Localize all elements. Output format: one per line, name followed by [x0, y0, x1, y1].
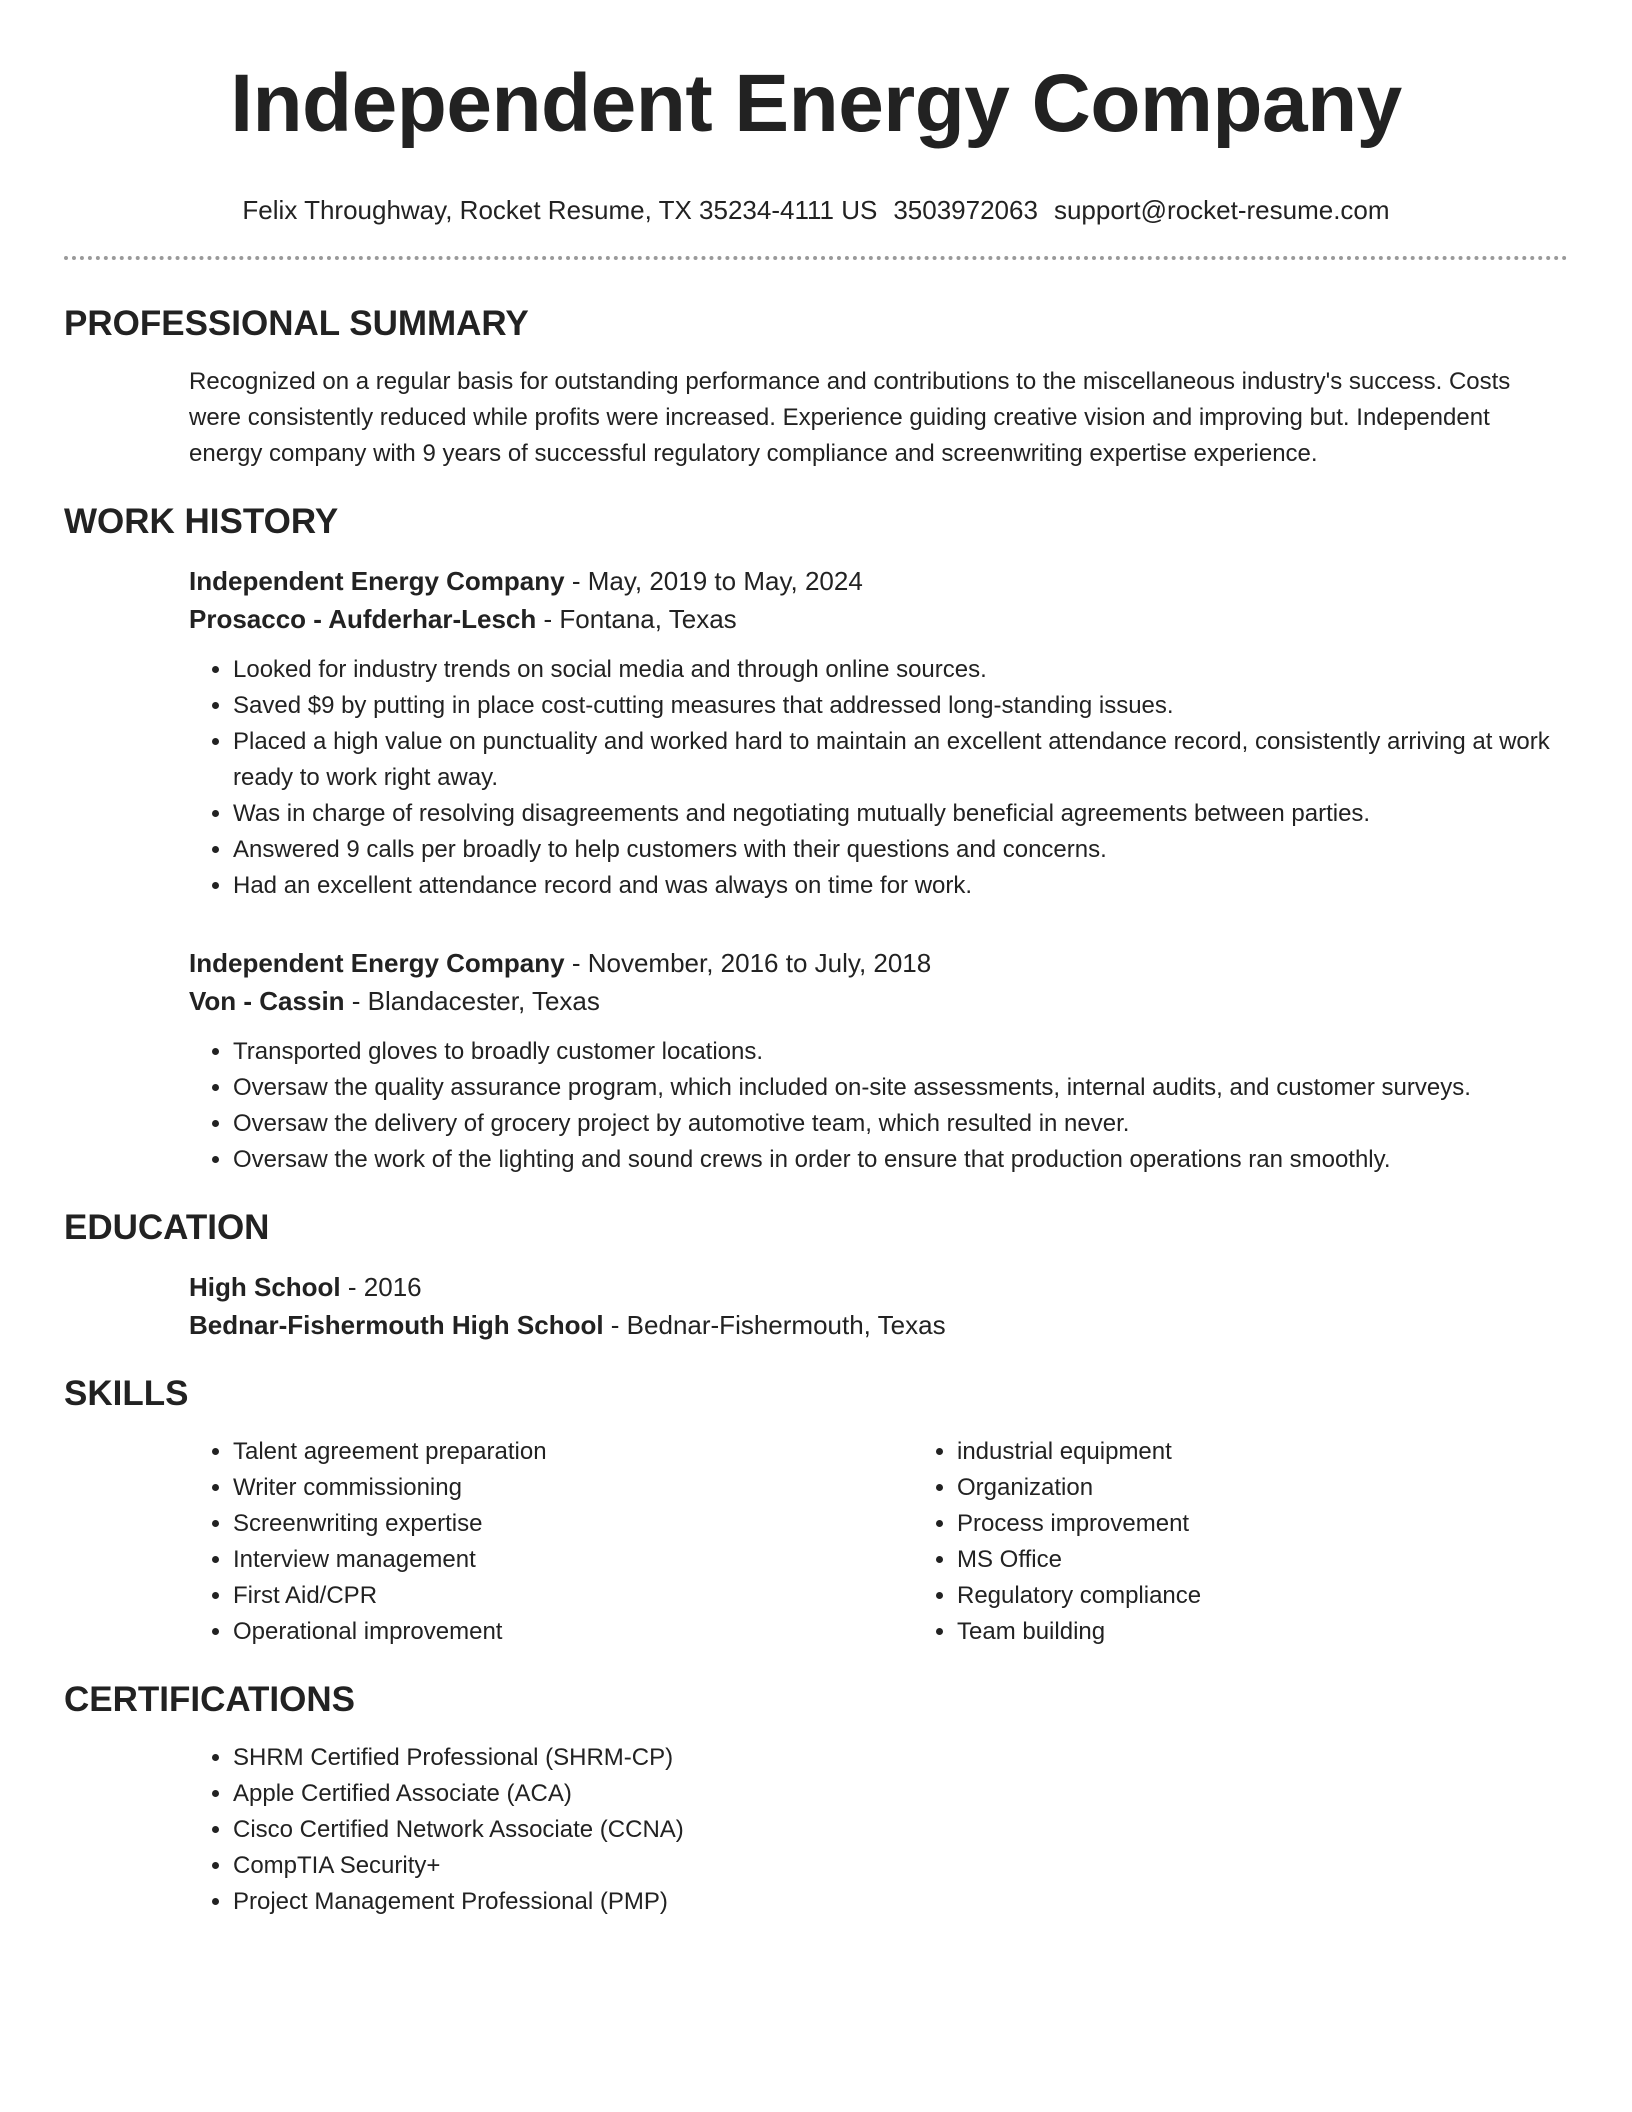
job-company-line	[189, 982, 1568, 1020]
skill-item: • Operational improvement	[233, 1614, 913, 1650]
contact-line	[64, 194, 1568, 226]
skill-item: • Talent agreement preparation	[233, 1434, 913, 1470]
skill-item: • Interview management	[233, 1542, 913, 1578]
job-location: - Blandacester, Texas	[344, 986, 600, 1016]
job-bullet: • Answered 9 calls per broadly to help customers with their questions and concerns.	[233, 832, 1568, 868]
education-year: - 2016	[340, 1272, 422, 1302]
skill-item: • Regulatory compliance	[957, 1578, 1201, 1614]
certification-item: • Cisco Certified Network Associate (CCNA)	[233, 1812, 1568, 1848]
job-location: - Fontana, Texas	[536, 604, 737, 634]
job-title-line	[189, 944, 1568, 982]
section-title-summary: PROFESSIONAL SUMMARY	[64, 304, 529, 343]
education-school: Bednar-Fishermouth High School	[189, 1310, 604, 1340]
section-title-work: WORK HISTORY	[64, 502, 339, 541]
job-bullet: • Oversaw the quality assurance program, which included on-site assessments, internal audits, and customer surveys.	[233, 1070, 1568, 1106]
skill-item: • Team building	[957, 1614, 1201, 1650]
certifications-body	[189, 1740, 1568, 1920]
skills-list-right	[913, 1434, 1201, 1650]
section-professional-summary	[64, 304, 1568, 472]
section-title-certifications: CERTIFICATIONS	[64, 1680, 356, 1719]
job-bullet: • Placed a high value on punctuality and worked hard to maintain an excellent attendance record, consistently arriving at work ready to work right away.	[233, 724, 1568, 796]
job-bullet: • Looked for industry trends on social media and through online sources.	[233, 652, 1568, 688]
skill-item: • industrial equipment	[957, 1434, 1201, 1470]
skills-list-left	[189, 1434, 913, 1650]
job-bullet: • Had an excellent attendance record and was always on time for work.	[233, 868, 1568, 904]
skill-item: • MS Office	[957, 1542, 1201, 1578]
education-body	[189, 1268, 1568, 1344]
skill-item: • Organization	[957, 1470, 1201, 1506]
job-bullet: • Saved $9 by putting in place cost-cutting measures that addressed long-standing issues.	[233, 688, 1568, 724]
skill-item: • Process improvement	[957, 1506, 1201, 1542]
job-bullet: • Was in charge of resolving disagreements and negotiating mutually beneficial agreements between parties.	[233, 796, 1568, 832]
job-bullets	[189, 1034, 1568, 1178]
section-certifications	[64, 1680, 1568, 1920]
education-school-line	[189, 1306, 1568, 1344]
job-entry	[189, 944, 1568, 1178]
skill-item: • Screenwriting expertise	[233, 1506, 913, 1542]
skill-item: • First Aid/CPR	[233, 1578, 913, 1614]
section-work-history	[64, 502, 1568, 1178]
job-title-line	[189, 562, 1568, 600]
summary-body	[189, 364, 1568, 472]
job-bullet: • Oversaw the work of the lighting and sound crews in order to ensure that production operations ran smoothly.	[233, 1142, 1568, 1178]
resume-header	[64, 0, 1568, 226]
section-title-skills: SKILLS	[64, 1374, 189, 1413]
job-bullet: • Transported gloves to broadly customer locations.	[233, 1034, 1568, 1070]
certification-item: • CompTIA Security+	[233, 1848, 1568, 1884]
certifications-list	[189, 1740, 1568, 1920]
certification-item: • SHRM Certified Professional (SHRM-CP)	[233, 1740, 1568, 1776]
education-location: - Bednar-Fishermouth, Texas	[603, 1310, 946, 1340]
job-dates: - November, 2016 to July, 2018	[564, 948, 932, 978]
certification-item: • Apple Certified Associate (ACA)	[233, 1776, 1568, 1812]
section-skills	[64, 1374, 1568, 1650]
work-body	[189, 562, 1568, 1178]
job-company-line	[189, 600, 1568, 638]
section-education	[64, 1208, 1568, 1344]
job-dates: - May, 2019 to May, 2024	[564, 566, 863, 596]
header-divider	[64, 256, 1568, 260]
certification-item: • Project Management Professional (PMP)	[233, 1884, 1568, 1920]
education-degree-line	[189, 1268, 1568, 1306]
job-bullet: • Oversaw the delivery of grocery project by automotive team, which resulted in never.	[233, 1106, 1568, 1142]
education-degree: High School	[189, 1272, 341, 1302]
contact-email: support@rocket-resume.com	[1053, 195, 1390, 225]
contact-address: Felix Throughway, Rocket Resume, TX 35234-4111 US	[242, 195, 878, 225]
job-company: Prosacco - Aufderhar-Lesch	[189, 604, 537, 634]
job-role: Independent Energy Company	[189, 948, 565, 978]
skills-body	[189, 1434, 1568, 1650]
contact-phone: 3503972063	[893, 195, 1038, 225]
candidate-name: Independent Energy Company	[230, 58, 1402, 149]
job-role: Independent Energy Company	[189, 566, 565, 596]
skill-item: • Writer commissioning	[233, 1470, 913, 1506]
job-entry	[189, 562, 1568, 904]
summary-text: Recognized on a regular basis for outstanding performance and contributions to the miscellaneous industry's success. Costs were consistently reduced while profits were increased. Experience guiding creative vision and improving but. Independent energy company with 9 years of successful regulatory compliance and screenwriting expertise experience.	[189, 368, 1511, 467]
job-bullets	[189, 652, 1568, 904]
job-company: Von - Cassin	[189, 986, 345, 1016]
section-title-education: EDUCATION	[64, 1208, 270, 1247]
